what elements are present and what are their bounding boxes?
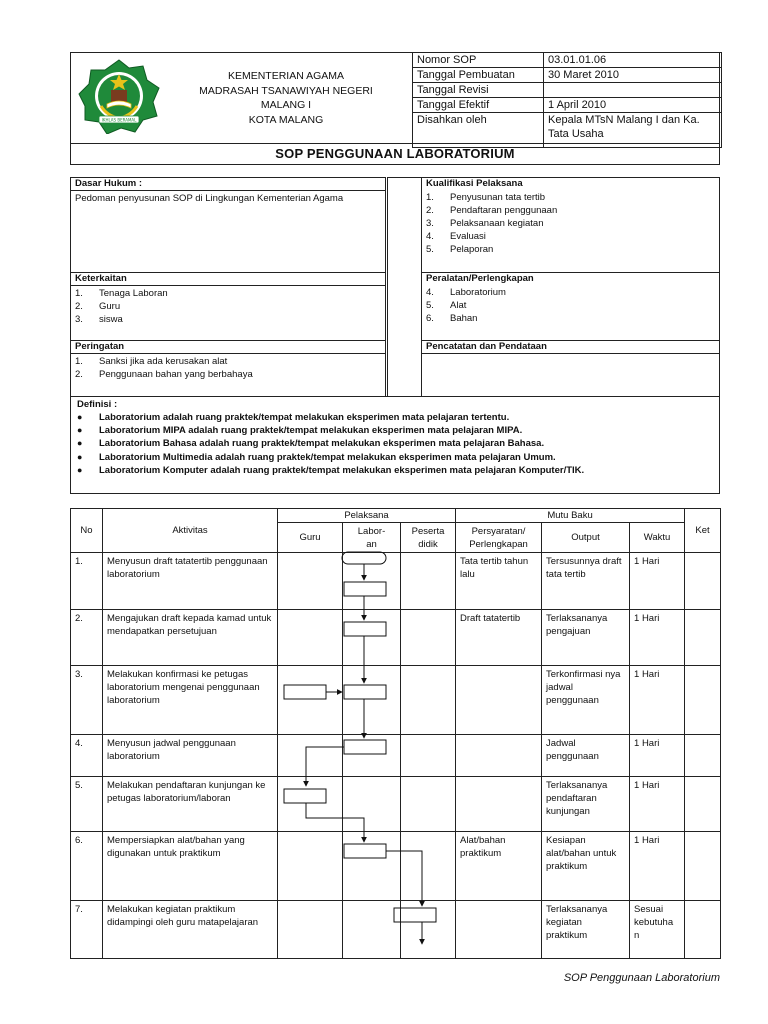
list-item: 6. Bahan xyxy=(426,313,478,324)
row-ket xyxy=(685,553,721,610)
col-header-output: Output xyxy=(542,523,630,553)
list-item: 3. siswa xyxy=(75,314,123,325)
cell-guru xyxy=(278,610,343,666)
meta-label: Tanggal Pembuatan xyxy=(413,68,544,83)
peralatan-heading: Peralatan/Perlengkapan xyxy=(426,273,534,284)
col-header-pelaksana: Pelaksana xyxy=(278,509,456,523)
page-footer: SOP Penggunaan Laboratorium xyxy=(563,972,720,984)
spacer-column xyxy=(387,177,422,397)
row-ket xyxy=(685,735,721,777)
table-row xyxy=(71,735,721,777)
row-waktu: 1 Hari xyxy=(630,735,685,777)
row-no: 2. xyxy=(71,610,103,666)
row-no: 1. xyxy=(71,553,103,610)
cell-guru xyxy=(278,735,343,777)
list-item: 4. Evaluasi xyxy=(426,231,486,242)
row-ket xyxy=(685,666,721,735)
dasar-hukum-heading: Dasar Hukum : xyxy=(71,178,385,191)
row-waktu: 1 Hari xyxy=(630,610,685,666)
cell-laboran xyxy=(343,735,401,777)
row-persyaratan xyxy=(456,777,542,832)
dasar-hukum-box xyxy=(70,177,386,273)
row-aktivitas: Melakukan konfirmasi ke petugas laboratorium mengenai penggunaan laboratorium xyxy=(103,666,278,735)
dasar-hukum-text: Pedoman penyusunan SOP di Lingkungan Kementerian Agama xyxy=(75,193,344,204)
list-item: 2. Penggunaan bahan yang berbahaya xyxy=(75,369,253,380)
cell-laboran xyxy=(343,832,401,901)
cell-laboran xyxy=(343,901,401,959)
row-aktivitas: Menyusun draft tatatertib penggunaan laboratorium xyxy=(103,553,278,610)
pencatatan-heading: Pencatatan dan Pendataan xyxy=(422,341,719,354)
page-title: SOP PENGGUNAAN LABORATORIUM xyxy=(70,143,720,165)
table-row xyxy=(71,610,721,666)
row-persyaratan xyxy=(456,901,542,959)
org-line-2: MADRASAH TSANAWIYAH NEGERI xyxy=(199,84,373,97)
definisi-item: ● Laboratorium MIPA adalah ruang praktek/tempat melakukan eksperimen mata pelajaran MIPA. xyxy=(77,425,523,437)
definisi-item: ● Laboratorium Bahasa adalah ruang praktek/tempat melakukan eksperimen mata pelajaran Bahasa. xyxy=(77,438,545,450)
row-ket xyxy=(685,832,721,901)
col-header-waktu: Waktu xyxy=(630,523,685,553)
row-aktivitas: Mengajukan draft kepada kamad untuk mendapatkan persetujuan xyxy=(103,610,278,666)
col-header-ket: Ket xyxy=(685,509,721,553)
row-no: 6. xyxy=(71,832,103,901)
row-waktu: 1 Hari xyxy=(630,553,685,610)
col-header-no: No xyxy=(71,509,103,553)
row-ket xyxy=(685,901,721,959)
cell-peserta xyxy=(401,901,456,959)
cell-laboran xyxy=(343,553,401,610)
list-item: 2. Guru xyxy=(75,301,121,312)
col-header-guru: Guru xyxy=(278,523,343,553)
org-line-4: KOTA MALANG xyxy=(248,113,324,126)
row-output: Tersusunnya draft tata tertib xyxy=(542,553,630,610)
row-persyaratan xyxy=(456,666,542,735)
row-ket xyxy=(685,777,721,832)
col-header-persyaratan: Persyaratan/ Perlengkapan xyxy=(456,523,542,553)
col-header-peserta: Peserta didik xyxy=(401,523,456,553)
list-item: 4. Laboratorium xyxy=(426,287,506,298)
org-line-3: MALANG I xyxy=(260,99,312,111)
definisi-item: ● Laboratorium Multimedia adalah ruang praktek/tempat melakukan eksperimen mata pelajaran Umum. xyxy=(77,451,556,463)
table-row xyxy=(71,666,721,735)
row-persyaratan xyxy=(456,735,542,777)
kualifikasi-heading: Kualifikasi Pelaksana xyxy=(426,178,523,189)
meta-value: 03.01.01.06 xyxy=(544,53,722,68)
row-persyaratan: Draft tatatertib xyxy=(456,610,542,666)
row-aktivitas: Menyusun jadwal penggunaan laboratorium xyxy=(103,735,278,777)
row-output: Kesiapan alat/bahan untuk praktikum xyxy=(542,832,630,901)
logo-banner-text: IKHLAS BERAMAL xyxy=(101,117,137,123)
table-row xyxy=(71,553,721,610)
row-output: Terlaksananya kegiatan praktikum xyxy=(542,901,630,959)
cell-peserta xyxy=(401,610,456,666)
row-waktu: Sesuai kebutuha n xyxy=(630,901,685,959)
cell-guru xyxy=(278,666,343,735)
row-ket xyxy=(685,610,721,666)
meta-value: 1 April 2010 xyxy=(544,98,722,113)
sop-header xyxy=(70,52,720,144)
meta-label: Tanggal Revisi xyxy=(413,83,544,98)
cell-laboran xyxy=(343,777,401,832)
row-aktivitas: Melakukan pendaftaran kunjungan ke petugas laboratorium/laboran xyxy=(103,777,278,832)
list-item: 5. Alat xyxy=(426,300,467,311)
cell-peserta xyxy=(401,832,456,901)
peringatan-heading: Peringatan xyxy=(71,341,385,354)
sop-meta-table xyxy=(412,52,722,148)
list-item: 2. Pendaftaran penggunaan xyxy=(426,205,558,216)
meta-label: Tanggal Efektif xyxy=(413,98,544,113)
table-row xyxy=(71,777,721,832)
org-line-1: KEMENTERIAN AGAMA xyxy=(227,70,345,82)
cell-peserta xyxy=(401,777,456,832)
cell-peserta xyxy=(401,735,456,777)
row-no: 7. xyxy=(71,901,103,959)
meta-label: Nomor SOP xyxy=(413,53,544,68)
definisi-heading: Definisi : xyxy=(77,399,118,410)
row-no: 4. xyxy=(71,735,103,777)
keterkaitan-box xyxy=(70,272,386,341)
keterkaitan-heading: Keterkaitan xyxy=(71,273,385,286)
meta-value: 30 Maret 2010 xyxy=(544,68,722,83)
row-waktu: 1 Hari xyxy=(630,777,685,832)
organization-name xyxy=(171,69,401,127)
row-no: 3. xyxy=(71,666,103,735)
meta-value: Kepala MTsN Malang I dan Ka. Tata Usaha xyxy=(544,113,722,148)
col-header-laboran: Labor- an xyxy=(343,523,401,553)
list-item: 3. Pelaksanaan kegiatan xyxy=(426,218,544,229)
definisi-box xyxy=(70,396,720,494)
row-no: 5. xyxy=(71,777,103,832)
peralatan-box xyxy=(421,272,720,341)
table-row xyxy=(71,832,721,901)
peringatan-box xyxy=(70,340,386,397)
definisi-item: ● Laboratorium Komputer adalah ruang praktek/tempat melakukan eksperimen mata pelajaran Komputer/TIK. xyxy=(77,464,585,476)
cell-peserta xyxy=(401,666,456,735)
row-output: Terlaksananya pengajuan xyxy=(542,610,630,666)
list-item: 1. Sanksi jika ada kerusakan alat xyxy=(75,356,228,367)
row-aktivitas: Melakukan kegiatan praktikum didampingi oleh guru matapelajaran xyxy=(103,901,278,959)
col-header-mutu-baku: Mutu Baku xyxy=(456,509,685,523)
col-header-aktivitas: Aktivitas xyxy=(103,509,278,553)
row-persyaratan: Alat/bahan praktikum xyxy=(456,832,542,901)
meta-label: Disahkan oleh xyxy=(413,113,544,148)
row-output: Jadwal penggunaan xyxy=(542,735,630,777)
pencatatan-box xyxy=(421,340,720,397)
kualifikasi-box xyxy=(421,177,720,273)
row-output: Terlaksananya pendaftaran kunjungan xyxy=(542,777,630,832)
meta-value xyxy=(544,83,722,98)
row-waktu: 1 Hari xyxy=(630,832,685,901)
list-item: 1. Penyusunan tata tertib xyxy=(426,192,546,203)
row-waktu: 1 Hari xyxy=(630,666,685,735)
activity-table xyxy=(70,508,721,959)
cell-laboran xyxy=(343,610,401,666)
row-persyaratan: Tata tertib tahun lalu xyxy=(456,553,542,610)
list-item: 5. Pelaporan xyxy=(426,244,494,255)
cell-laboran xyxy=(343,666,401,735)
cell-guru xyxy=(278,553,343,610)
cell-guru xyxy=(278,777,343,832)
definisi-item: ● Laboratorium adalah ruang praktek/tempat melakukan eksperimen mata pelajaran tertentu. xyxy=(77,412,510,423)
cell-guru xyxy=(278,901,343,959)
row-aktivitas: Mempersiapkan alat/bahan yang digunakan untuk praktikum xyxy=(103,832,278,901)
cell-peserta xyxy=(401,553,456,610)
table-row xyxy=(71,901,721,959)
row-output: Terkonfirmasi nya jadwal penggunaan xyxy=(542,666,630,735)
cell-guru xyxy=(278,832,343,901)
list-item: 1. Tenaga Laboran xyxy=(75,288,168,299)
kemenag-logo-icon xyxy=(77,58,161,134)
